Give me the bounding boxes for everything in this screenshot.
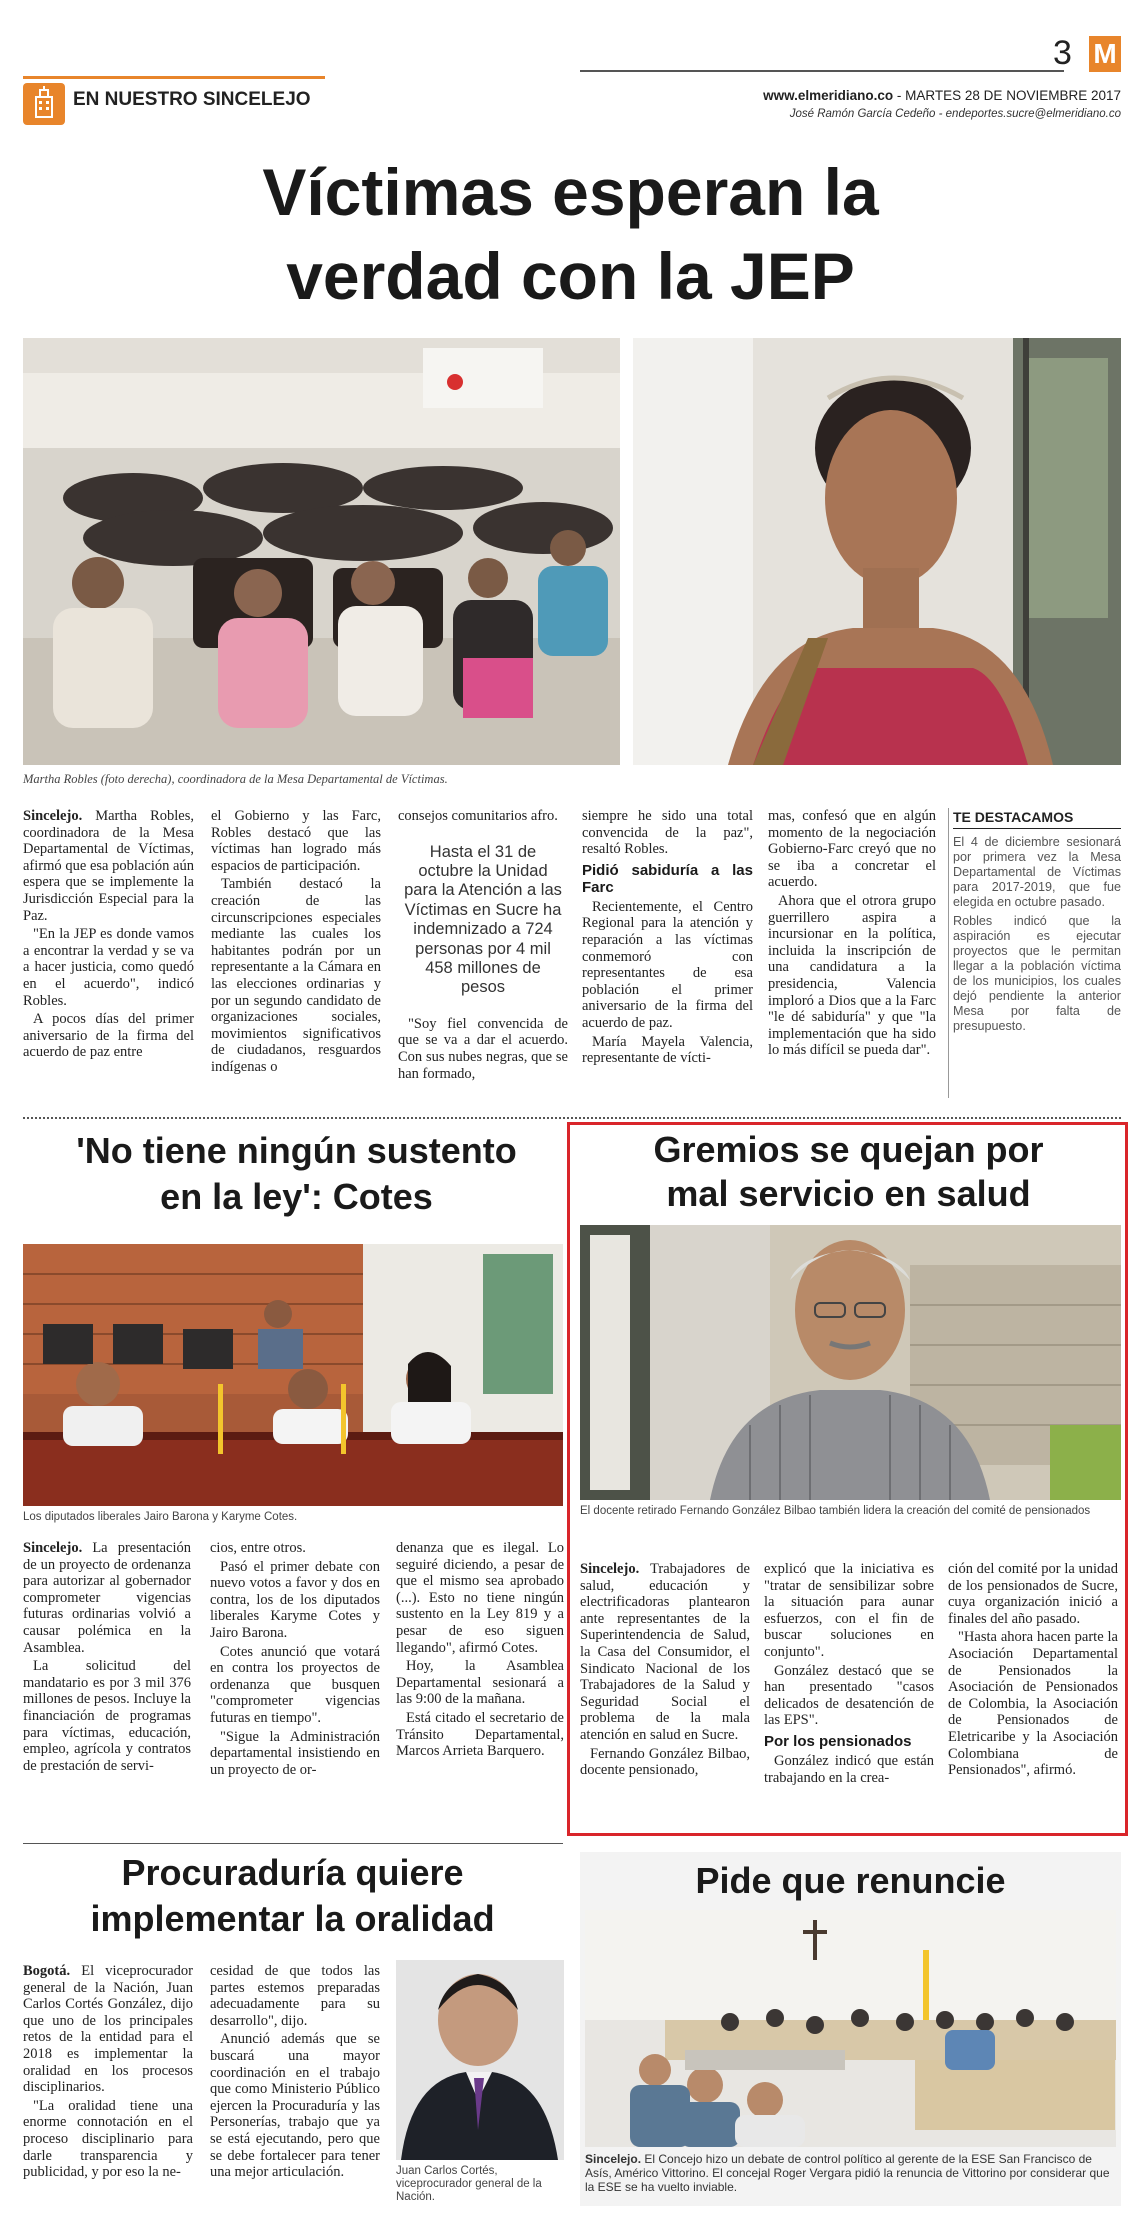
procuraduria-column-2 (210, 1963, 380, 2183)
main-headline-line2: verdad con la JEP (286, 239, 855, 313)
caption-text: El Concejo hizo un debate de control político al gerente de la ESE San Francisco de Asís, Américo Vittorino. El concejal Roger Vergara pidió la renuncia de Vittorino por considerar que la ESE se ha vuelto inviable. (585, 2152, 1110, 2194)
author-line: José Ramón García Cedeño - endeportes.sucre@elmeridiano.co (789, 108, 1121, 120)
procuraduria-top-rule (23, 1843, 563, 1844)
gremios-column-2 (764, 1561, 934, 1788)
section-icon (23, 83, 65, 125)
main-photo-caption: Martha Robles (foto derecha), coordinadora de la Mesa Departamental de Víctimas. (23, 772, 448, 786)
main-column-2 (211, 808, 381, 1078)
gremios-column-1 (580, 1561, 750, 1781)
concejo-illustration (585, 1910, 1116, 2147)
site-date-line: www.elmeridiano.co - MARTES 28 DE NOVIEMBRE 2017 (763, 88, 1121, 103)
cotes-headline (20, 1128, 573, 1220)
gonzalez-illustration (580, 1225, 1121, 1500)
martha-robles-photo (633, 338, 1121, 765)
paragraph: "Hasta ahora hacen parte la Asociación Departamental de Pensionados la Asociación de Pensionados de Colombia, la Asociación de Pensionados de Eletricaribe y la Asociación Colombiana de Pensionados", afirmó. (948, 1629, 1118, 1779)
gremios-caption: El docente retirado Fernando González Bilbao también lidera la creación del comité de pensionados (580, 1505, 1091, 1517)
issue-date: MARTES 28 DE NOVIEMBRE 2017 (905, 88, 1121, 103)
gremios-column-3 (948, 1561, 1118, 1781)
paragraph: González destacó que se han presentado "casos delicados de desatención de las EPS". (764, 1662, 934, 1729)
cortes-photo (396, 1960, 564, 2160)
sidebar-title-rule (953, 828, 1121, 829)
paragraph: explicó que la iniciativa es "tratar de sensibilizar sobre la situación para aunar esfuerzos, con el fin de buscar soluciones en conjunto". (764, 1561, 934, 1660)
dateline: Bogotá. (23, 1963, 71, 1979)
paragraph: Fernando González Bilbao, docente pensionado, (580, 1745, 750, 1779)
paragraph: cesidad de que todos las partes estemos preparadas adecuadamente para su desarrollo", dijo. (210, 1963, 380, 2029)
paragraph: cios, entre otros. (210, 1540, 306, 1556)
main-headline (20, 150, 1121, 318)
paragraph: El viceprocurador general de la Nación, Juan Carlos Cortés González, dijo que uno de los principales retos de la entidad para el 2018 es implementar la oralidad en los procesos disciplinarios. (23, 1963, 193, 2096)
renuncie-headline: Pide que renuncie (695, 1860, 1006, 1901)
paragraph: A pocos días del primer aniversario de la firma del acuerdo de paz entre (23, 1011, 194, 1061)
paragraph: Anunció además que se buscará una mayor coordinación en el trabajo que como Ministerio Público ejercen la Procuraduría y las Personerías, trabajo que ya se está ejecutando, pero que se debe fortalecer para tener una mejor articulación. (210, 2031, 380, 2181)
sidebar-title: TE DESTACAMOS (953, 809, 1074, 825)
paragraph: siempre he sido una total convencida de la paz", resaltó Robles. (582, 808, 753, 858)
cotes-column-2 (210, 1540, 380, 1780)
procuraduria-column-1 (23, 1963, 193, 2183)
cotes-headline-line2: en la ley': Cotes (160, 1176, 433, 1217)
cortes-illustration (396, 1960, 564, 2160)
cotes-column-3 (396, 1540, 564, 1762)
paragraph: La presentación de un proyecto de ordenanza para autorizar al gobernador comprometer vigencias futuras ordinarias volvió a causar polémica en la Asamblea. (23, 1540, 191, 1656)
sidebar-divider (948, 808, 949, 1098)
dateline: Sincelejo. (23, 808, 83, 824)
building-icon (23, 83, 65, 125)
cotes-headline-line1: 'No tiene ningún sustento (76, 1130, 517, 1171)
main-headline-line1: Víctimas esperan la (262, 155, 879, 229)
paragraph: "La oralidad tiene una enorme connotación en el proceso disciplinario para darle transparencia y publicidad, y por eso la ne- (23, 2097, 193, 2181)
renuncie-caption (585, 2152, 1116, 2194)
paragraph: "Sigue la Administración departamental insistiendo en un proyecto de or- (210, 1728, 380, 1778)
te-destacamos-box (953, 808, 1121, 1034)
paragraph: También destacó la creación de las circunscripciones especiales mediante las cuales los habitantes podrán por un representante a la Cámara en las elecciones ordinarias y por un segundo candidato de organizaciones sociales, movimientos significativos de ciudadanos, resguardos indígenas o (211, 876, 381, 1075)
top-rule (580, 70, 1064, 72)
paragraph: Está citado el secretario de Tránsito Departamental, Marcos Arrieta Barquero. (396, 1709, 564, 1760)
gremios-headline (576, 1128, 1121, 1216)
subheading: Por los pensionados (764, 1732, 912, 1750)
cotes-caption: Los diputados liberales Jairo Barona y Karyme Cotes. (23, 1511, 298, 1523)
paragraph: el Gobierno y las Farc, Robles destacó que las víctimas han logrado más espacios de participación. (211, 808, 381, 874)
paragraph: mas, confesó que en algún momento de la negociación Gobierno-Farc creyó que no se iba a concretar el acuerdo. (768, 808, 936, 891)
section-divider-dotted (23, 1117, 1121, 1119)
paragraph: "Soy fiel convencida de que se va a dar el acuerdo. Con sus nubes negras, que se han formado, (398, 1015, 568, 1082)
main-column-5 (768, 808, 936, 1061)
sidebar-paragraph: Robles indicó que la aspiración es ejecutar proyectos que le permitan llegar a la población víctima de los municipios, los cuales dejó pendiente la anterior Mesa por falta de presupuesto. (953, 914, 1121, 1033)
assembly-illustration (23, 1244, 563, 1506)
subheading: Pidió sabiduría a las Farc (582, 861, 753, 896)
concejo-photo (585, 1910, 1116, 2147)
paragraph: María Mayela Valencia, representante de vícti- (582, 1033, 753, 1067)
dateline: Sincelejo. (585, 2152, 642, 2166)
paragraph: Martha Robles, coordinadora de la Mesa Departamental de Víctimas, afirmó que esa población aún espera que se implemente la Jurisdicción Especial para la Paz. (23, 808, 195, 924)
portrait-illustration (633, 338, 1121, 765)
gonzalez-photo (580, 1225, 1121, 1500)
paragraph: consejos comunitarios afro. (398, 808, 558, 824)
crowd-illustration (23, 338, 620, 765)
site-url[interactable]: www.elmeridiano.co (763, 88, 894, 103)
procuraduria-headline-line2: implementar la oralidad (90, 1898, 495, 1939)
main-column-4 (582, 808, 753, 1069)
paragraph: denanza que es ilegal. Lo seguiré diciendo, a pesar de que el mismo sea aprobado (...). Esto no tiene ningún sustento en la Ley 819 y a pesar de eso siguen llegando", afirmó Cotes. (396, 1540, 564, 1656)
cortes-caption: Juan Carlos Cortés, viceprocurador general de la Nación. (396, 2165, 542, 2203)
section-rule (23, 76, 325, 79)
paragraph: La solicitud del mandatario es por 3 mil 376 millones de pesos. Incluye la financiación de programas para víctimas, educación, empleo, agrícola y contratos de prestación de servi- (23, 1658, 191, 1774)
paragraph: Cotes anunció que votará en contra los proyectos de ordenanza que busquen "comprometer vigencias futuras en tiempo". (210, 1643, 380, 1726)
meridiano-logo: M (1089, 36, 1121, 72)
gremios-headline-line1: Gremios se quejan por (653, 1129, 1044, 1170)
crowd-photo (23, 338, 620, 765)
paragraph: Trabajadores de salud, educación y electrificadoras plantearon ante representantes de la Superintendencia de Salud, la Casa del Consumidor, el Sindicato Nacional de los Trabajadores de la Salud y Seguridad Social el problema de la mala atención en salud en Sucre. (580, 1561, 750, 1743)
main-column-1 (23, 808, 194, 1063)
pull-quote: Hasta el 31 de octubre la Unidad para la Atención a las Víctimas en Sucre ha indemnizado a 724 personas por 4 mil 458 millones de pesos (404, 842, 562, 997)
dateline: Sincelejo. (23, 1540, 83, 1556)
section-title: EN NUESTRO SINCELEJO (73, 89, 311, 110)
assembly-photo (23, 1244, 563, 1506)
procuraduria-headline-line1: Procuraduría quiere (121, 1852, 464, 1893)
main-column-3 (398, 808, 568, 1084)
paragraph: ción del comité por la unidad de los pensionados de Sucre, cuya organización inició a finales del año pasado. (948, 1561, 1118, 1627)
gremios-headline-line2: mal servicio en salud (666, 1173, 1031, 1214)
paragraph: "En la JEP es donde vamos a encontrar la verdad y se va a hacer justicia, como quedó en el acuerdo", indicó Robles. (23, 926, 194, 1009)
paragraph: Ahora que el otrora grupo guerrillero aspira a incursionar en la política, incluida la inscripción de una candidatura a la presidencia, Valencia imploró a Dios que a la Farc "le dé sabiduría" y que "la implementación que ha sido lo más difícil se pueda dar". (768, 892, 936, 1059)
procuraduria-headline (20, 1850, 565, 1942)
page-number: 3 (1053, 34, 1072, 72)
paragraph: Hoy, la Asamblea Departamental sesionará a las 9:00 de la mañana. (396, 1658, 564, 1708)
sidebar-paragraph: El 4 de diciembre sesionará por primera vez la Mesa Departamental de Víctimas para 2017-2019, que fue elegida en octubre pasado. (953, 835, 1121, 909)
cotes-column-1 (23, 1540, 191, 1776)
paragraph: González indicó que están trabajando en la crea- (764, 1752, 934, 1786)
dateline: Sincelejo. (580, 1561, 640, 1577)
paragraph: Recientemente, el Centro Regional para la atención y reparación a las víctimas conmemoró con representantes de esa población el primer aniversario de la firma del acuerdo de paz. (582, 898, 753, 1031)
paragraph: Pasó el primer debate con nuevo votos a favor y dos en contra, los de los diputados liberales Karyme Cotes y Jairo Barona. (210, 1558, 380, 1641)
